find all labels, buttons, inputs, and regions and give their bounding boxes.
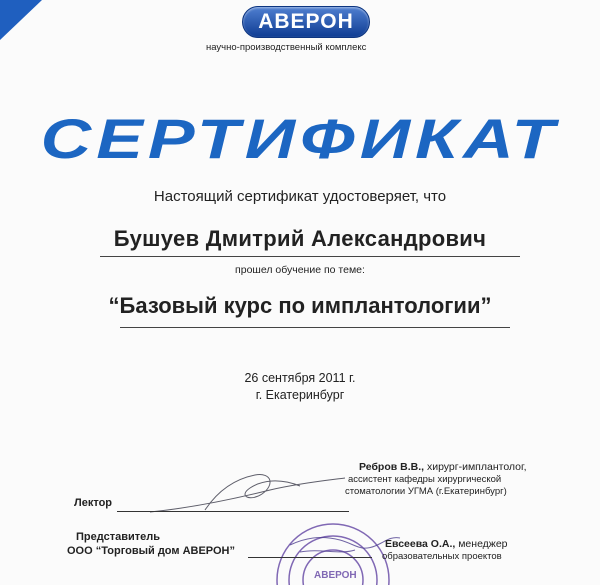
trained-text: прошел обучение по теме: bbox=[235, 264, 365, 276]
recipient-name: Бушуев Дмитрий Александрович bbox=[113, 226, 487, 251]
lector-position-2: ассистент кафедры хирургической bbox=[348, 474, 502, 485]
lector-position-3: стоматологии УГМА (г.Екатеринбург) bbox=[345, 486, 507, 497]
intro-text: Настоящий сертификат удостоверяет, что bbox=[153, 188, 447, 205]
lector-name bbox=[359, 461, 526, 473]
logo-text: АВЕРОН bbox=[258, 10, 354, 33]
lector-signature-line bbox=[117, 511, 349, 512]
manager-name-bold: Евсеева О.А., bbox=[385, 538, 456, 550]
manager-name bbox=[385, 538, 508, 550]
issue-city: г. Екатеринбург bbox=[255, 388, 345, 402]
representative-label: Представитель bbox=[76, 531, 160, 543]
stamp-text: АВЕРОН bbox=[314, 570, 357, 581]
representative-signature-line bbox=[248, 557, 372, 558]
lector-name-bold: Ребров В.В., bbox=[359, 461, 425, 473]
lector-position-1: хирург-имплантолог, bbox=[424, 461, 527, 473]
lector-label: Лектор bbox=[74, 497, 113, 509]
representative-company: ООО “Торговый дом АВЕРОН” bbox=[67, 545, 235, 557]
manager-position-2: образовательных проектов bbox=[382, 551, 502, 562]
issue-date: 26 сентября 2011 г. bbox=[244, 371, 356, 385]
certificate-title: СЕРТИФИКАТ bbox=[40, 107, 560, 170]
course-title: “Базовый курс по имплантологии” bbox=[108, 293, 492, 318]
logo-subtitle: научно-производственный комплекс bbox=[206, 42, 367, 53]
manager-position-1: менеджер bbox=[455, 538, 508, 550]
